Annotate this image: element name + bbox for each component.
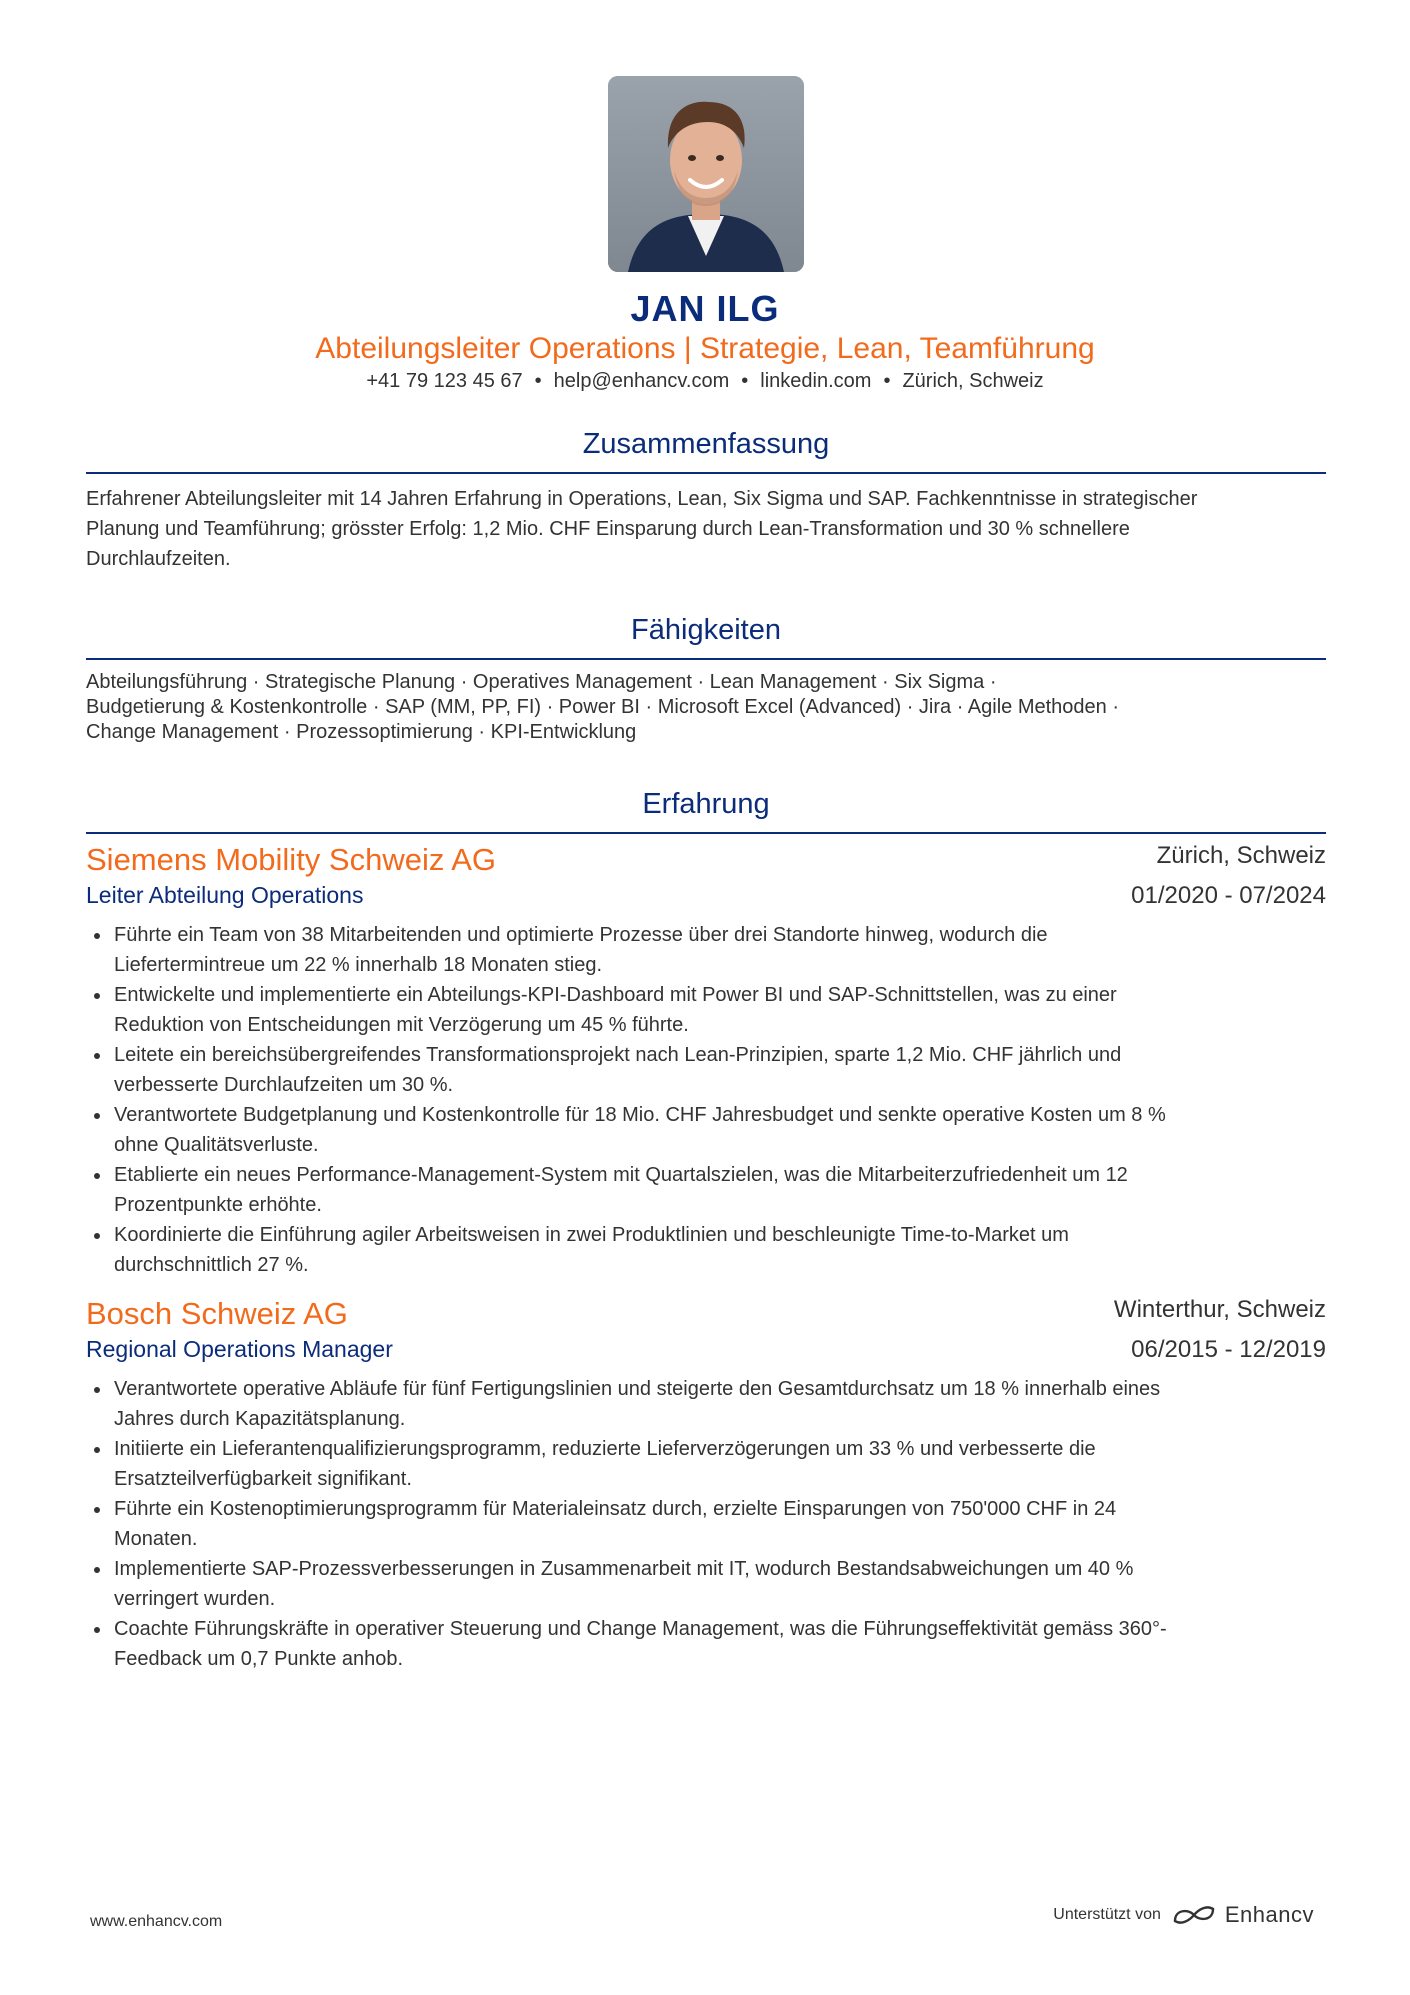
contact-phone: +41 79 123 45 67	[366, 370, 523, 392]
footer-website[interactable]: www.enhancv.com	[90, 1913, 223, 1930]
bullet-line: Verantwortete operative Abläufe für fünf Fertigungslinien und steigerte den Gesamtdurchsatz um 18 % innerhalb eines	[114, 1378, 1161, 1400]
job-bullet	[86, 1220, 1326, 1280]
job-bullet	[86, 1100, 1326, 1160]
bullet-line: Führte ein Team von 38 Mitarbeitenden und optimierte Prozesse über drei Standorte hinweg, wodurch die	[114, 924, 1048, 946]
summary-text	[86, 484, 1336, 574]
bullet-line: Ersatzteilverfügbarkeit signifikant.	[114, 1468, 412, 1490]
candidate-name: JAN ILG	[630, 288, 780, 329]
job-company: Bosch Schweiz AG	[86, 1296, 348, 1331]
skills-line: Budgetierung & Kostenkontrolle · SAP (MM, PP, FI) · Power BI · Microsoft Excel (Advanced) · Jira · Agile Methoden ·	[86, 696, 1120, 718]
bullet-line: Coachte Führungskräfte in operativer Steuerung und Change Management, was die Führungseffektivität gemäss 360°-	[114, 1618, 1167, 1640]
portrait-photo-icon	[608, 76, 804, 272]
job-bullets	[86, 1374, 1326, 1674]
bullet-line: durchschnittlich 27 %.	[114, 1254, 309, 1276]
job-subheader	[86, 1336, 1326, 1370]
separator-dot: •	[534, 370, 542, 392]
bullet-line: verbesserte Durchlaufzeiten um 30 %.	[114, 1074, 454, 1096]
job-role: Regional Operations Manager	[86, 1336, 393, 1362]
section-divider	[86, 658, 1326, 660]
job-location: Winterthur, Schweiz	[1113, 1296, 1326, 1323]
bullet-line: ohne Qualitätsverluste.	[114, 1134, 319, 1156]
job-bullets	[86, 920, 1326, 1280]
bullet-line: Etablierte ein neues Performance-Management-System mit Quartalszielen, was die Mitarbeiterzufriedenheit um 12	[114, 1164, 1128, 1186]
job-bullet	[86, 1160, 1326, 1220]
job-bullet	[86, 1554, 1326, 1614]
bullet-line: Leitete ein bereichsübergreifendes Transformationsprojekt nach Lean-Prinzipien, sparte 1,2 Mio. CHF jährlich und	[114, 1044, 1122, 1066]
job-entry	[86, 1296, 1326, 1674]
separator-dot: •	[883, 370, 891, 392]
job-bullet	[86, 980, 1326, 1040]
skills-list	[86, 670, 1336, 745]
bullet-line: Monaten.	[114, 1528, 198, 1550]
summary-line: Durchlaufzeiten.	[86, 548, 231, 570]
candidate-headline: Abteilungsleiter Operations | Strategie, Lean, Teamführung	[315, 332, 1095, 365]
contact-line	[0, 370, 1410, 393]
bullet-line: Feedback um 0,7 Punkte anhob.	[114, 1648, 404, 1670]
bullet-line: Führte ein Kostenoptimierungsprogramm für Materialeinsatz durch, erzielte Einsparungen von 750'000 CHF in 24	[114, 1498, 1117, 1520]
profile-photo	[608, 76, 804, 272]
job-subheader	[86, 882, 1326, 916]
job-dates: 06/2015 - 12/2019	[1131, 1336, 1326, 1363]
footer-brand-name: Enhancv	[1224, 1902, 1314, 1927]
section-divider	[86, 472, 1326, 474]
skills-line: Change Management · Prozessoptimierung · KPI-Entwicklung	[86, 721, 637, 743]
section-title-experience: Erfahrung	[642, 788, 770, 820]
bullet-line: Initiierte ein Lieferantenqualifizierungsprogramm, reduzierte Lieferverzögerungen um 33 % und verbesserte die	[114, 1438, 1096, 1460]
footer-powered-by: Unterstützt von	[1053, 1906, 1161, 1923]
job-company: Siemens Mobility Schweiz AG	[86, 842, 497, 877]
job-header	[86, 842, 1326, 882]
bullet-line: Prozentpunkte erhöhte.	[114, 1194, 322, 1216]
job-location: Zürich, Schweiz	[1156, 842, 1326, 869]
job-bullet	[86, 1494, 1326, 1554]
bullet-line: verringert wurden.	[114, 1588, 276, 1610]
bullet-line: Entwickelte und implementierte ein Abteilungs-KPI-Dashboard mit Power BI und SAP-Schnittstellen, was zu einer	[114, 984, 1117, 1006]
job-bullet	[86, 920, 1326, 980]
summary-line: Erfahrener Abteilungsleiter mit 14 Jahren Erfahrung in Operations, Lean, Six Sigma und SAP. Fachkenntnisse in strategischer	[86, 488, 1198, 510]
footer-branding	[1053, 1902, 1314, 1928]
job-entry	[86, 842, 1326, 1280]
job-bullet	[86, 1434, 1326, 1494]
bullet-line: Liefertermintreue um 22 % innerhalb 18 Monaten stieg.	[114, 954, 603, 976]
enhancv-logo[interactable]	[1171, 1902, 1314, 1928]
contact-linkedin[interactable]: linkedin.com	[760, 370, 872, 392]
job-role: Leiter Abteilung Operations	[86, 882, 364, 908]
summary-line: Planung und Teamführung; grösster Erfolg: 1,2 Mio. CHF Einsparung durch Lean-Transformation und 30 % schnellere	[86, 518, 1130, 540]
enhancv-logo-icon	[1171, 1903, 1217, 1927]
section-divider	[86, 832, 1326, 834]
bullet-line: Implementierte SAP-Prozessverbesserungen in Zusammenarbeit mit IT, wodurch Bestandsabweichungen um 40 %	[114, 1558, 1134, 1580]
job-header	[86, 1296, 1326, 1336]
skills-line: Abteilungsführung · Strategische Planung · Operatives Management · Lean Management · Six Sigma ·	[86, 671, 997, 693]
bullet-line: Jahres durch Kapazitätsplanung.	[114, 1408, 406, 1430]
section-title-summary: Zusammenfassung	[582, 428, 830, 460]
separator-dot: •	[741, 370, 749, 392]
contact-email[interactable]: help@enhancv.com	[553, 370, 730, 392]
job-bullet	[86, 1374, 1326, 1434]
bullet-line: Koordinierte die Einführung agiler Arbeitsweisen in zwei Produktlinien und beschleunigte Time-to-Market um	[114, 1224, 1069, 1246]
bullet-line: Reduktion von Entscheidungen mit Verzögerung um 45 % führte.	[114, 1014, 689, 1036]
bullet-line: Verantwortete Budgetplanung und Kostenkontrolle für 18 Mio. CHF Jahresbudget und senkte operative Kosten um 8 %	[114, 1104, 1166, 1126]
contact-location: Zürich, Schweiz	[902, 370, 1044, 392]
job-dates: 01/2020 - 07/2024	[1131, 882, 1326, 909]
section-title-skills: Fähigkeiten	[631, 614, 781, 646]
job-bullet	[86, 1614, 1326, 1674]
job-bullet	[86, 1040, 1326, 1100]
